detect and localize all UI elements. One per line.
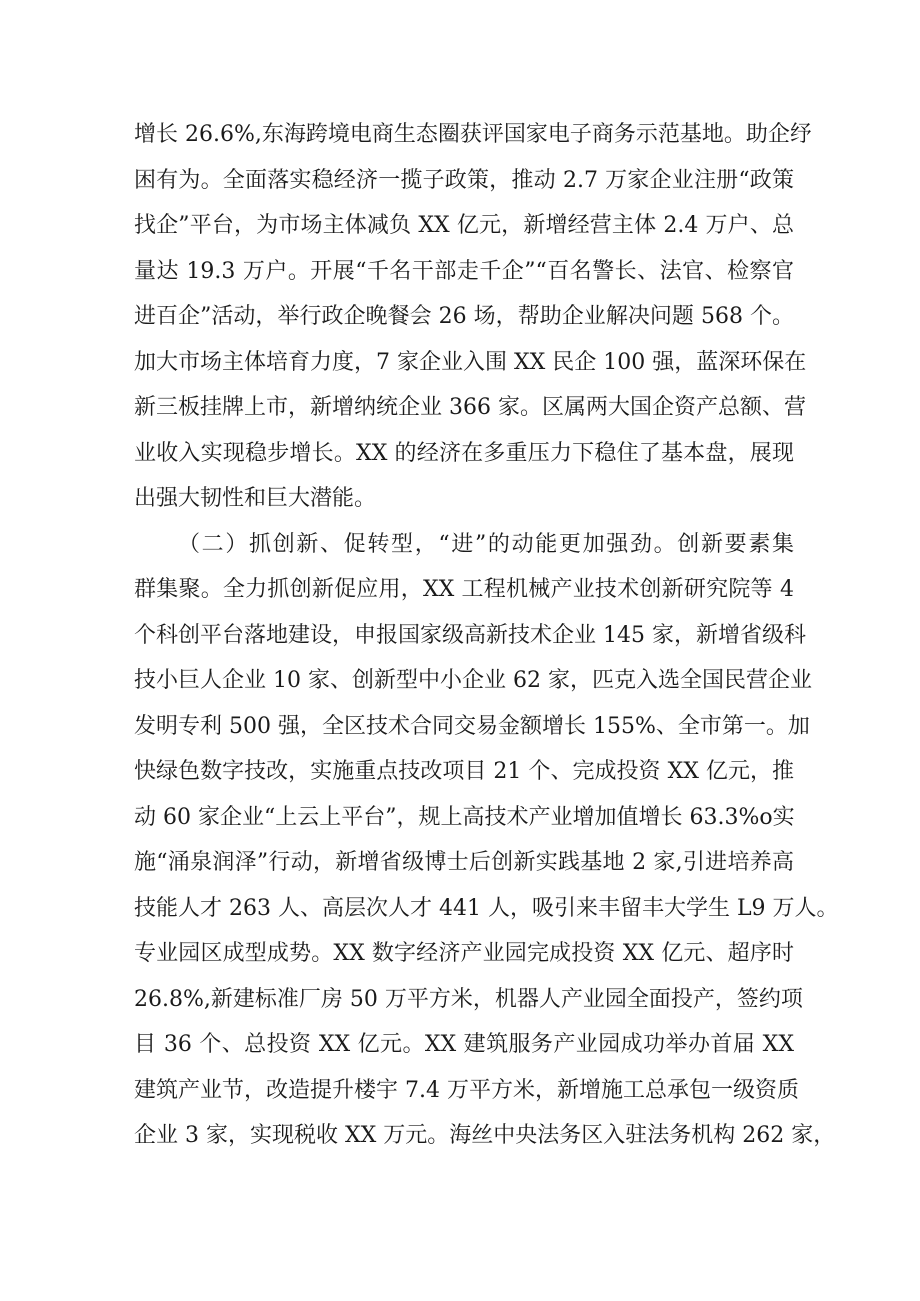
text-line: 进百企”活动，举行政企晚餐会 26 场，帮助企业解决问题 568 个。 [134,304,794,329]
text-line: 专业园区成型成势。XX 数字经济产业园完成投资 XX 亿元、超序时 [134,941,794,966]
text-line: 找企”平台，为市场主体减负 XX 亿元，新增经营主体 2.4 万户、总 [134,213,794,238]
text-line: 业收入实现稳步增长。XX 的经济在多重压力下稳住了基本盘，展现 [134,440,794,466]
text-line: 群集聚。全力抓创新促应用，XX 工程机械产业技术创新研究院等 4 [134,577,794,602]
text-line: 量达 19.3 万户。开展“千名干部走千企”“百名警长、法官、检察官 [134,258,794,284]
text-line: 快绿色数字技改，实施重点技改项目 21 个、完成投资 XX 亿元，推 [134,759,794,784]
document-body-text [134,112,839,1159]
text-line: 个科创平台落地建设，申报国家级高新技术企业 145 家，新增省级科 [134,622,806,648]
text-line: 技小巨人企业 10 家、创新型中小企业 62 家，匹克入选全国民营企业 [134,668,812,693]
text-line: 施“涌泉润泽”行动，新增省级博士后创新实践基地 2 家,引进培养高 [134,850,794,875]
text-line: 26.8%,新建标准厂房 50 万平方米，机器人产业园全面投产，签约项 [134,986,803,1012]
text-line: 出强大韧性和巨大潜能。 [134,486,377,511]
text-line: 加大市场主体培育力度，7 家企业入围 XX 民企 100 强，蓝深环保在 [134,349,807,375]
text-line: 动 60 家企业“上云上平台”，规上高技术产业增加值增长 63.3%o实 [134,804,795,830]
text-line: 企业 3 家，实现税收 XX 万元。海丝中央法务区入驻法务机构 262 家， [134,1123,836,1148]
text-line: 目 36 个、总投资 XX 亿元。XX 建筑服务产业园成功举办首届 XX [134,1032,794,1057]
text-line: 发明专利 500 强，全区技术合同交易金额增长 155%、全市第一。加 [134,713,810,739]
text-line: 新三板挂牌上市，新增纳统企业 366 家。区属两大国企资产总额、营 [134,395,806,420]
text-line: （二）抓创新、促转型，“进”的动能更加强劲。创新要素集 [178,531,794,557]
text-line: 建筑产业节，改造提升楼宇 7.4 万平方米，新增施工总承包一级资质 [134,1077,799,1103]
text-line: 技能人才 263 人、高层次人才 441 人，吸引来丰留丰大学生 L9 万人。 [134,895,839,921]
text-line: 增长 26.6%,东海跨境电商生态圈获评国家电子商务示范基地。助企纾 [134,122,812,147]
text-line: 困有为。全面落实稳经济一揽子政策，推动 2.7 万家企业注册“政策 [134,167,794,193]
